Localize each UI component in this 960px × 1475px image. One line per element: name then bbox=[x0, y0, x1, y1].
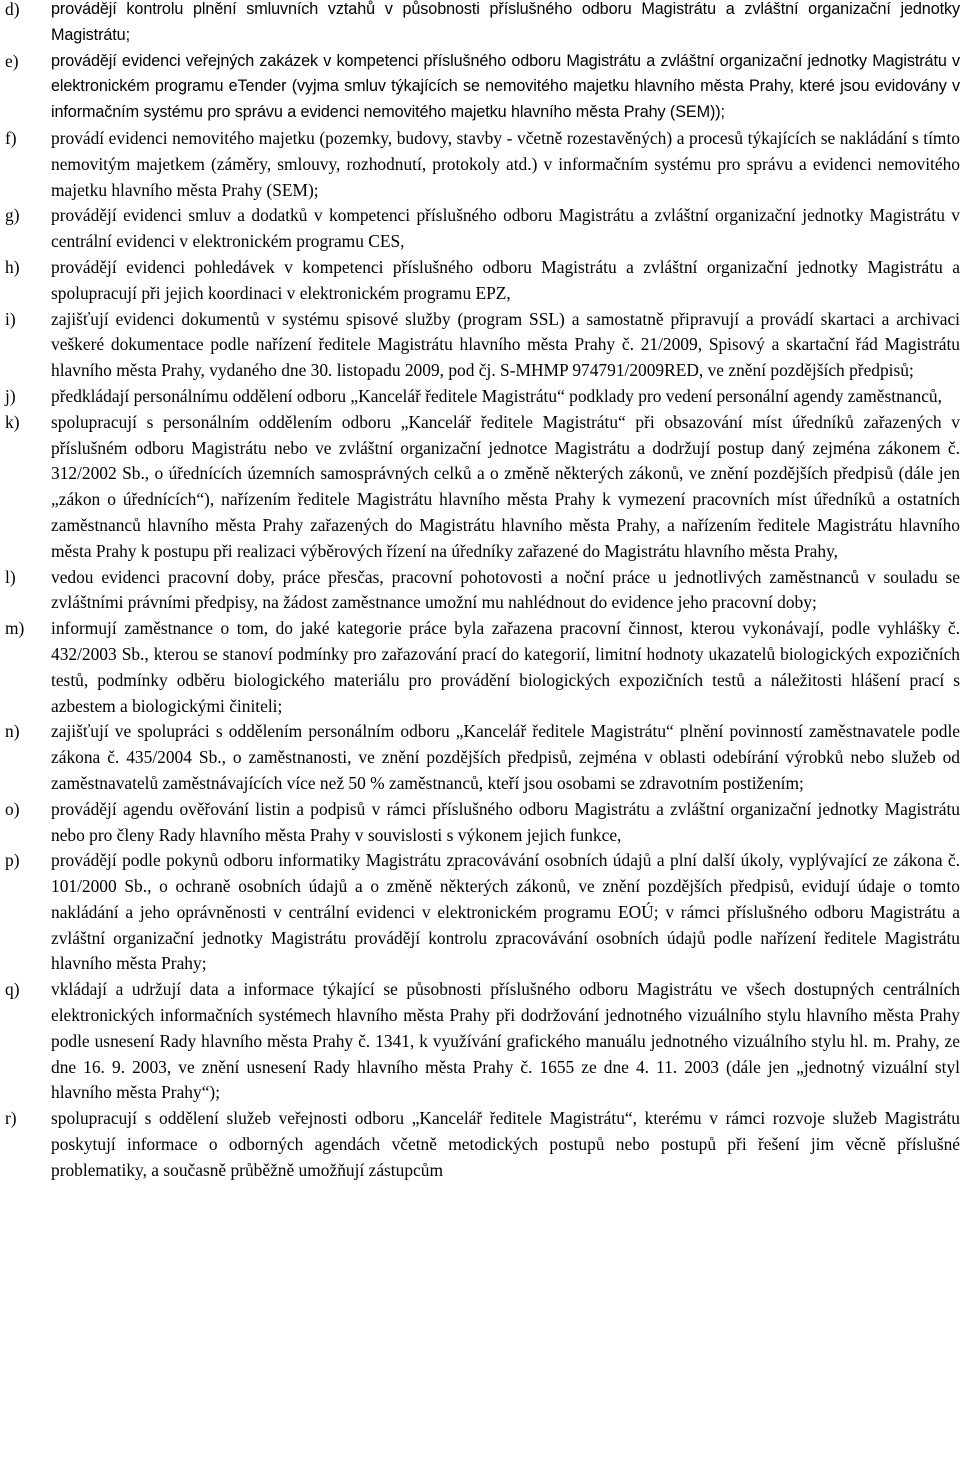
list-marker: q) bbox=[5, 979, 20, 1000]
list-marker: l) bbox=[5, 566, 16, 587]
list-item-f bbox=[0, 126, 960, 203]
list-item-l bbox=[0, 565, 960, 617]
list-item-text: informují zaměstnance o tom, do jaké kategorie práce byla zařazena pracovní činnost, kterou vykonávají, podle vyhlášky č. 432/2003 Sb., kterou se stanoví podmínky pro zařazování prací do kategorií, limitní hodnoty ukazatelů biologických expozičních testů, podmínky odběru biologického materiálu pro provádění biologických expozičních testů a náležitosti hlášení prací s azbestem a biologickými činiteli; bbox=[51, 618, 960, 716]
list-item-text: provádějí evidenci pohledávek v kompetenci příslušného odboru Magistrátu a zvláštní organizační jednotky Magistrátu a spolupracují při jejich koordinaci v elektronickém programu EPZ, bbox=[51, 256, 960, 303]
list-item-n bbox=[0, 719, 960, 796]
list-marker: i) bbox=[5, 308, 16, 329]
list-item-o bbox=[0, 797, 960, 849]
list-item-e bbox=[0, 49, 960, 126]
list-item-p bbox=[0, 848, 960, 977]
list-item-d bbox=[0, 0, 960, 49]
list-item-text: spolupracují s personálním oddělením odboru „Kancelář ředitele Magistrátu“ při obsazování míst úředníků zařazených v příslušném odboru Magistrátu nebo ve zvláštní organizační jednotce Magistrátu a dodržují postup daný zejména zákonem č. 312/2002 Sb., o úřednících územních samosprávných celků a o změně některých zákonů, ve znění pozdějších předpisů (dále jen „zákon o úřednících“), nařízením ředitele Magistrátu hlavního města Prahy k vymezení pracovních míst úředníků a ostatních zaměstnanců hlavního města Prahy zařazených do Magistrátu hlavního města Prahy, a nařízením ředitele Magistrátu hlavního města Prahy k postupu při realizaci výběrových řízení na úředníky zařazené do Magistrátu hlavního města Prahy, bbox=[51, 411, 960, 561]
list-item-text: provádějí podle pokynů odboru informatiky Magistrátu zpracovávání osobních údajů a plní další úkoly, vyplývající ze zákona č. 101/2000 Sb., o ochraně osobních údajů a o změně některých zákonů, ve znění pozdějších předpisů, evidují údaje o tomto nakládání a jeho oprávněnosti v centrální evidenci v elektronickém programu EOÚ; v rámci příslušného odboru Magistrátu a zvláštní organizační jednotky Magistrátu provádějí kontrolu zpracovávání osobních údajů podle nařízení ředitele Magistrátu hlavního města Prahy; bbox=[51, 850, 960, 974]
list-item-text: zajišťují ve spolupráci s oddělením personálním odboru „Kancelář ředitele Magistrátu“ plnění povinností zaměstnavatele podle zákona č. 435/2004 Sb., o zaměstnanosti, ve znění pozdějších předpisů, zejména v oblasti odebírání výrobků nebo služeb od zaměstnavatelů zaměstnávajících více než 50 % zaměstnanců, kteří jsou osobami se zdravotním postižením; bbox=[51, 721, 960, 793]
list-marker: o) bbox=[5, 798, 20, 819]
list-marker: j) bbox=[5, 385, 16, 406]
list-marker: d) bbox=[5, 0, 20, 19]
list-item-h bbox=[0, 255, 960, 307]
list-item-m bbox=[0, 616, 960, 719]
list-item-text: spolupracují s oddělení služeb veřejnosti odboru „Kancelář ředitele Magistrátu“, kterému v rámci rozvoje služeb Magistrátu poskytují informace o odborných agendách včetně metodických postupů nebo postupů při řešení jim věcně příslušné problematiky, a současně průběžně umožňují zástupcům bbox=[51, 1108, 960, 1180]
list-item-text: provádějí evidenci veřejných zakázek v kompetenci příslušného odboru Magistrátu a zvláštní organizační jednotky Magistrátu v elektronickém programu eTender (vyjma smluv týkajících se nemovitého majetku hlavního města Prahy, které jsou evidovány v informačním systému pro správu a evidenci nemovitého majetku hlavního města Prahy (SEM)); bbox=[51, 51, 960, 122]
list-marker: p) bbox=[5, 850, 20, 871]
list-marker: h) bbox=[5, 256, 20, 277]
list-marker: f) bbox=[5, 127, 17, 148]
list-marker: g) bbox=[5, 205, 20, 226]
list-item-text: provádějí evidenci smluv a dodatků v kompetenci příslušného odboru Magistrátu a zvláštní organizační jednotky Magistrátu v centrální evidenci v elektronickém programu CES, bbox=[51, 205, 960, 252]
list-item-text: vedou evidenci pracovní doby, práce přesčas, pracovní pohotovosti a noční práce u jednotlivých zaměstnanců v souladu se zvláštními právními předpisy, na žádost zaměstnance umožní mu nahlédnout do evidence jeho pracovní doby; bbox=[51, 566, 960, 613]
list-item-g bbox=[0, 203, 960, 255]
list-marker: k) bbox=[5, 411, 20, 432]
list-marker: n) bbox=[5, 721, 20, 742]
list-item-text: předkládají personálnímu oddělení odboru „Kancelář ředitele Magistrátu“ podklady pro vedení personální agendy zaměstnanců, bbox=[51, 385, 942, 406]
list-item-text: zajišťují evidenci dokumentů v systému spisové služby (program SSL) a samostatně připravují a provádí skartaci a archivaci veškeré dokumentace podle nařízení ředitele Magistrátu hlavního města Prahy č. 21/2009, Spisový a skartační řád Magistrátu hlavního města Prahy, vydaného dne 30. listopadu 2009, pod čj. S-MHMP 974791/2009RED, ve znění pozdějších předpisů; bbox=[51, 308, 960, 381]
list-item-i bbox=[0, 307, 960, 384]
list-item-j bbox=[0, 384, 960, 410]
list-item-text: provádějí kontrolu plnění smluvních vztahů v působnosti příslušného odboru Magistrátu a zvláštní organizační jednotky Magistrátu; bbox=[51, 0, 960, 44]
list-item-q bbox=[0, 977, 960, 1106]
list-item-text: vkládají a udržují data a informace týkající se působnosti příslušného odboru Magistrátu ve všech dostupných centrálních elektronických informačních systémech hlavního města Prahy při dodržování jednotného vizuálního stylu hlavního města Prahy podle usnesení Rady hlavního města Prahy č. 1341, k využívání grafického manuálu jednotného vizuálního stylu hl. m. Prahy, ze dne 16. 9. 2003, ve znění usnesení Rady hlavního města Prahy č. 1655 ze dne 4. 11. 2003 (dále jen „jednotný vizuální styl hlavního města Prahy“); bbox=[51, 979, 960, 1103]
list-item-k bbox=[0, 410, 960, 565]
list-marker: e) bbox=[5, 50, 19, 71]
list-item-r bbox=[0, 1106, 960, 1183]
list-marker: m) bbox=[5, 618, 25, 639]
list-item-text: provádí evidenci nemovitého majetku (pozemky, budovy, stavby - včetně rozestavěných) a procesů týkajících se nakládání s tímto nemovitým majetkem (záměry, smlouvy, rozhodnutí, protokoly atd.) v informačním systému pro správu a evidenci nemovitého majetku hlavního města Prahy (SEM); bbox=[51, 127, 960, 200]
list-marker: r) bbox=[5, 1108, 17, 1129]
list-item-text: provádějí agendu ověřování listin a podpisů v rámci příslušného odboru Magistrátu a zvláštní organizační jednotky Magistrátu nebo pro členy Rady hlavního města Prahy v souvislosti s výkonem jejich funkce, bbox=[51, 798, 960, 845]
